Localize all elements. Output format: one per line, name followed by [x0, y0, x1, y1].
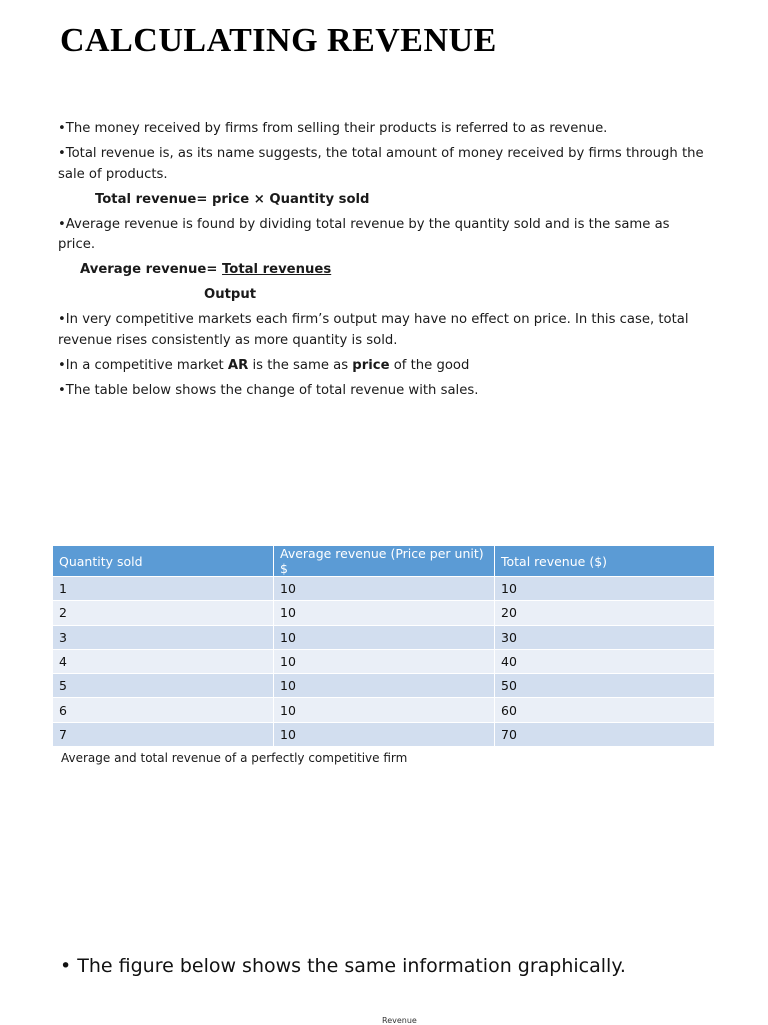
cell-total-revenue: 30	[495, 625, 715, 649]
ar-text-after: of the good	[389, 357, 470, 373]
formula-average-numerator: Total revenues	[222, 262, 332, 277]
table-row	[53, 674, 715, 698]
table-header-row	[53, 546, 715, 577]
table-row	[53, 698, 715, 722]
table-caption: Average and total revenue of a perfectly competitive firm	[61, 751, 408, 765]
formula-average-revenue	[58, 260, 708, 281]
cell-quantity: 4	[53, 649, 274, 673]
paragraph-table-intro: •The table below shows the change of total revenue with sales.	[58, 382, 479, 398]
price-term: price	[352, 357, 390, 373]
cell-total-revenue: 40	[495, 649, 715, 673]
cell-quantity: 6	[53, 698, 274, 722]
cell-quantity: 2	[53, 601, 274, 625]
ar-term: AR	[227, 357, 249, 373]
paragraph-average-revenue: •Average revenue is found by dividing total revenue by the quantity sold and is the same as price.	[58, 216, 670, 252]
revenue-table	[53, 546, 715, 746]
body-text	[58, 119, 708, 406]
cell-total-revenue: 60	[495, 698, 715, 722]
paragraph-ar-price	[58, 356, 708, 377]
cell-quantity: 3	[53, 625, 274, 649]
table-row	[53, 722, 715, 746]
ar-text-before: •In a competitive market	[58, 357, 228, 373]
cell-average-revenue: 10	[274, 577, 495, 601]
header-total-revenue: Total revenue ($)	[495, 546, 715, 577]
table-row	[53, 625, 715, 649]
ar-text-middle: is the same as	[248, 357, 353, 373]
cell-total-revenue: 10	[495, 577, 715, 601]
cell-quantity: 7	[53, 722, 274, 746]
cell-quantity: 1	[53, 577, 274, 601]
page-title: CALCULATING REVENUE	[60, 22, 497, 59]
formula-total-revenue: Total revenue= price × Quantity sold	[95, 191, 370, 207]
figure-axis-label-revenue: Revenue	[382, 1016, 417, 1025]
paragraph-competitive-markets: •In very competitive markets each firm’s output may have no effect on price. In this case, total revenue rises consistently as more quantity is sold.	[58, 312, 689, 348]
formula-average-prefix: Average revenue=	[80, 262, 223, 277]
cell-total-revenue: 70	[495, 722, 715, 746]
cell-quantity: 5	[53, 674, 274, 698]
graph-intro-bullet: • The figure below shows the same information graphically.	[60, 955, 626, 977]
cell-total-revenue: 20	[495, 601, 715, 625]
header-quantity-sold: Quantity sold	[53, 546, 274, 577]
table-row	[53, 577, 715, 601]
cell-average-revenue: 10	[274, 674, 495, 698]
cell-total-revenue: 50	[495, 674, 715, 698]
table-row	[53, 601, 715, 625]
table-row	[53, 649, 715, 673]
formula-average-denominator: Output	[204, 287, 257, 302]
cell-average-revenue: 10	[274, 722, 495, 746]
paragraph-revenue-definition: •The money received by firms from selling their products is referred to as revenue.	[58, 121, 608, 136]
header-average-revenue: Average revenue (Price per unit) $	[274, 546, 495, 577]
cell-average-revenue: 10	[274, 601, 495, 625]
cell-average-revenue: 10	[274, 625, 495, 649]
cell-average-revenue: 10	[274, 649, 495, 673]
paragraph-total-revenue: •Total revenue is, as its name suggests, the total amount of money received by firms through the sale of products.	[58, 146, 704, 182]
cell-average-revenue: 10	[274, 698, 495, 722]
